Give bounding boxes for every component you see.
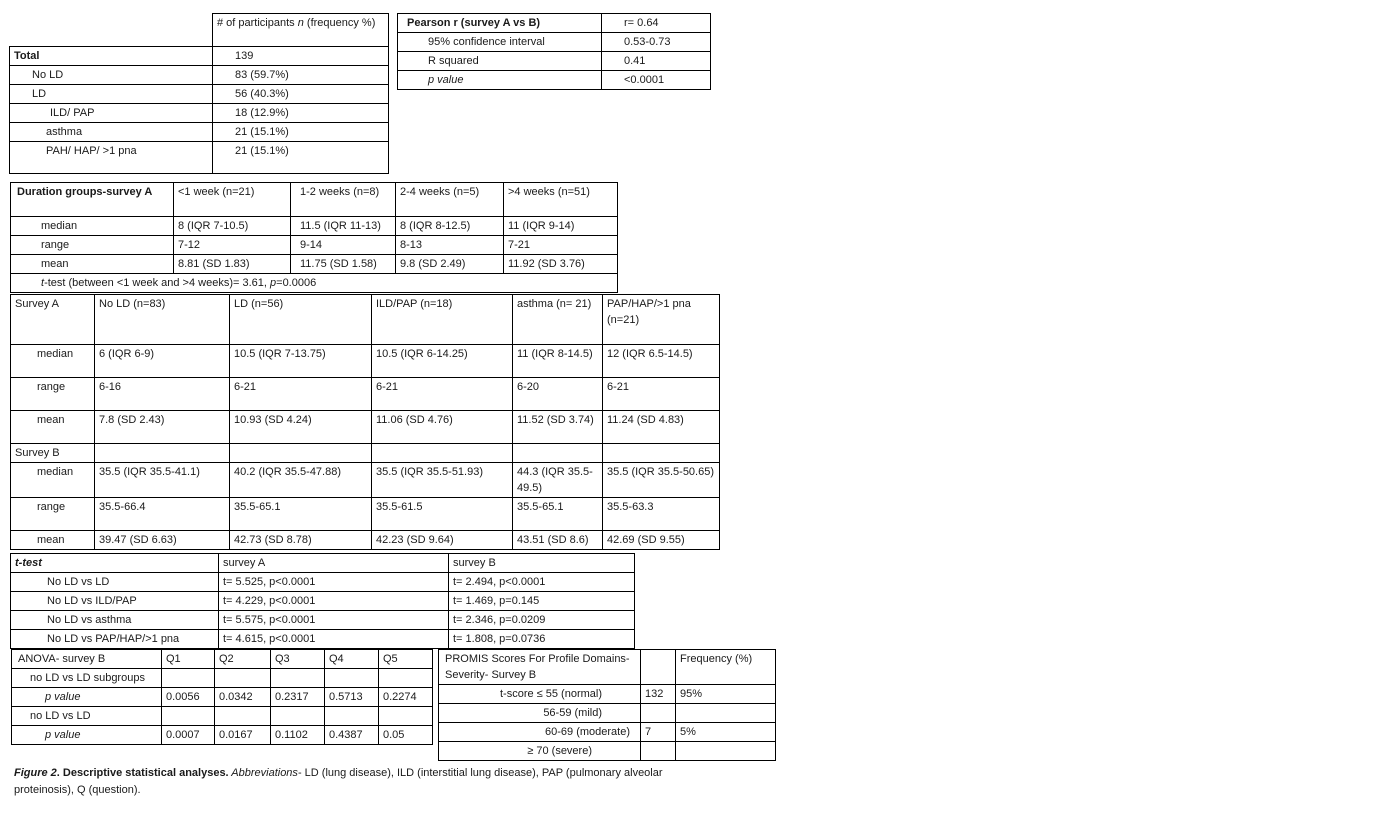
cell: 7 (641, 723, 676, 742)
anova-subgroup-label: no LD vs LD (12, 707, 162, 726)
survey-b-header: Survey B (11, 444, 95, 463)
cell: t= 5.575, p<0.0001 (219, 611, 449, 630)
duration-header: 2-4 weeks (n=5) (396, 183, 504, 217)
cell (379, 669, 433, 688)
cell: 11.5 (IQR 11-13) (291, 217, 396, 236)
severity-label: t-score ≤ 55 (normal) (439, 685, 641, 704)
cell (325, 669, 379, 688)
q-header: Q5 (379, 650, 433, 669)
comparison-label: No LD vs LD (11, 573, 219, 592)
cell (162, 669, 215, 688)
cell: 6-16 (95, 378, 230, 411)
stat-label: range (11, 378, 95, 411)
pearson-table (397, 13, 711, 90)
cell: 35.5 (IQR 35.5-50.65) (603, 463, 720, 498)
figure-caption (14, 765, 694, 799)
cell: 6 (IQR 6-9) (95, 345, 230, 378)
anova-subgroup-label: no LD vs LD subgroups (12, 669, 162, 688)
cell (215, 707, 271, 726)
cell: 8.81 (SD 1.83) (174, 255, 291, 274)
cell: 0.0056 (162, 688, 215, 707)
cell: 42.69 (SD 9.55) (603, 531, 720, 550)
cell: t= 4.615, p<0.0001 (219, 630, 449, 649)
cell (603, 444, 720, 463)
ci-label: 95% confidence interval (398, 33, 602, 52)
cell: 6-21 (603, 378, 720, 411)
cell: 35.5-66.4 (95, 498, 230, 531)
cell: 11 (IQR 9-14) (504, 217, 618, 236)
stat-label: range (11, 236, 174, 255)
cell: 43.51 (SD 8.6) (513, 531, 603, 550)
row-value: 21 (15.1%) (213, 142, 389, 174)
row-value: 139 (213, 47, 389, 66)
cell: 7-21 (504, 236, 618, 255)
row-label: PAH/ HAP/ >1 pna (10, 142, 213, 174)
cell: 0.1102 (271, 726, 325, 745)
cell (513, 444, 603, 463)
cell: t= 2.346, p=0.0209 (449, 611, 635, 630)
cell (95, 444, 230, 463)
ci-value: 0.53-0.73 (602, 33, 711, 52)
stat-label: mean (11, 531, 95, 550)
row-value: 18 (12.9%) (213, 104, 389, 123)
cell: 0.05 (379, 726, 433, 745)
p-value-label: p value (12, 688, 162, 707)
col-header: No LD (n=83) (95, 295, 230, 345)
cell: 8-13 (396, 236, 504, 255)
cell (162, 707, 215, 726)
cell: 35.5-61.5 (372, 498, 513, 531)
cell: 6-21 (372, 378, 513, 411)
cell: 35.5 (IQR 35.5-51.93) (372, 463, 513, 498)
cell: 11.52 (SD 3.74) (513, 411, 603, 444)
cell: 7-12 (174, 236, 291, 255)
cell: 44.3 (IQR 35.5-49.5) (513, 463, 603, 498)
comparison-label: No LD vs asthma (11, 611, 219, 630)
cell: 0.2274 (379, 688, 433, 707)
r-squared-value: 0.41 (602, 52, 711, 71)
row-label: Total (10, 47, 213, 66)
pearson-value: r= 0.64 (602, 14, 711, 33)
cell: 6-21 (230, 378, 372, 411)
cell: 0.2317 (271, 688, 325, 707)
subgroup-table (10, 294, 720, 550)
cell: 12 (IQR 6.5-14.5) (603, 345, 720, 378)
cell: 42.23 (SD 9.64) (372, 531, 513, 550)
figure-title: . Descriptive statistical analyses. (56, 767, 229, 779)
cell (676, 742, 776, 761)
duration-table (10, 182, 618, 293)
cell: 11.24 (SD 4.83) (603, 411, 720, 444)
cell: t= 1.808, p=0.0736 (449, 630, 635, 649)
r-squared-label: R squared (398, 52, 602, 71)
q-header: Q2 (215, 650, 271, 669)
stat-label: median (11, 463, 95, 498)
pearson-label: Pearson r (survey A vs B) (398, 14, 602, 33)
cell: 35.5 (IQR 35.5-41.1) (95, 463, 230, 498)
cell: 6-20 (513, 378, 603, 411)
cell: 40.2 (IQR 35.5-47.88) (230, 463, 372, 498)
row-label: No LD (10, 66, 213, 85)
stat-label: median (11, 217, 174, 236)
duration-header: 1-2 weeks (n=8) (291, 183, 396, 217)
survey-a-header: Survey A (11, 295, 95, 345)
cell: 0.0167 (215, 726, 271, 745)
duration-header: <1 week (n=21) (174, 183, 291, 217)
abbreviations-text: - LD (lung disease), ILD (interstitial lung disease), PAP (pulmonary alveolar proteinosis), Q (question). (14, 767, 663, 796)
cell: 10.5 (IQR 7-13.75) (230, 345, 372, 378)
duration-header: >4 weeks (n=51) (504, 183, 618, 217)
promis-header: PROMIS Scores For Profile Domains- Severity- Survey B (439, 650, 641, 685)
cell: 0.4387 (325, 726, 379, 745)
cell: 95% (676, 685, 776, 704)
cell (641, 742, 676, 761)
row-value: 56 (40.3%) (213, 85, 389, 104)
comparison-label: No LD vs PAP/HAP/>1 pna (11, 630, 219, 649)
cell (230, 444, 372, 463)
promis-header-empty (641, 650, 676, 685)
stat-label: median (11, 345, 95, 378)
duration-header: Duration groups-survey A (11, 183, 174, 217)
duration-ttest-footer: t-test (between <1 week and >4 weeks)= 3.61, p=0.0006 (11, 274, 618, 293)
cell: 11.92 (SD 3.76) (504, 255, 618, 274)
cell: 35.5-63.3 (603, 498, 720, 531)
cell: 8 (IQR 7-10.5) (174, 217, 291, 236)
cell (271, 669, 325, 688)
cell: 10.5 (IQR 6-14.25) (372, 345, 513, 378)
cell: 9.8 (SD 2.49) (396, 255, 504, 274)
stat-label: mean (11, 411, 95, 444)
comparison-label: No LD vs ILD/PAP (11, 592, 219, 611)
cell: 42.73 (SD 8.78) (230, 531, 372, 550)
cell (372, 444, 513, 463)
cell (215, 669, 271, 688)
p-value-label: p value (398, 71, 602, 90)
participants-table (9, 13, 389, 174)
cell: t= 1.469, p=0.145 (449, 592, 635, 611)
abbreviations-label: Abbreviations (228, 767, 298, 779)
q-header: Q4 (325, 650, 379, 669)
cell: 35.5-65.1 (513, 498, 603, 531)
cell: t= 2.494, p<0.0001 (449, 573, 635, 592)
cell (271, 707, 325, 726)
header-participants: # of participants n (frequency %) (213, 14, 389, 47)
cell: 9-14 (291, 236, 396, 255)
q-header: Q3 (271, 650, 325, 669)
col-header: LD (n=56) (230, 295, 372, 345)
cell: 0.0342 (215, 688, 271, 707)
anova-table (11, 649, 433, 745)
p-value-value: <0.0001 (602, 71, 711, 90)
promis-table (438, 649, 776, 761)
col-header: asthma (n= 21) (513, 295, 603, 345)
cell: 11.75 (SD 1.58) (291, 255, 396, 274)
cell: 11.06 (SD 4.76) (372, 411, 513, 444)
cell: 8 (IQR 8-12.5) (396, 217, 504, 236)
cell: 5% (676, 723, 776, 742)
cell: 39.47 (SD 6.63) (95, 531, 230, 550)
stat-label: range (11, 498, 95, 531)
cell: t= 5.525, p<0.0001 (219, 573, 449, 592)
cell (676, 704, 776, 723)
cell: t= 4.229, p<0.0001 (219, 592, 449, 611)
cell: 0.0007 (162, 726, 215, 745)
ttest-table (10, 553, 635, 649)
cell (641, 704, 676, 723)
frequency-header: Frequency (%) (676, 650, 776, 685)
stat-label: mean (11, 255, 174, 274)
row-label: LD (10, 85, 213, 104)
row-value: 83 (59.7%) (213, 66, 389, 85)
severity-label: 60-69 (moderate) (439, 723, 641, 742)
col-header: PAP/HAP/>1 pna (n=21) (603, 295, 720, 345)
cell: 0.5713 (325, 688, 379, 707)
row-label: asthma (10, 123, 213, 142)
p-value-label: p value (12, 726, 162, 745)
cell: 10.93 (SD 4.24) (230, 411, 372, 444)
header-empty (10, 14, 213, 47)
severity-label: 56-59 (mild) (439, 704, 641, 723)
anova-header: ANOVA- survey B (12, 650, 162, 669)
row-label: ILD/ PAP (10, 104, 213, 123)
row-value: 21 (15.1%) (213, 123, 389, 142)
cell: 7.8 (SD 2.43) (95, 411, 230, 444)
cell (325, 707, 379, 726)
cell: 35.5-65.1 (230, 498, 372, 531)
severity-label: ≥ 70 (severe) (439, 742, 641, 761)
figure-label: Figure 2 (14, 767, 57, 779)
cell (379, 707, 433, 726)
col-header: ILD/PAP (n=18) (372, 295, 513, 345)
ttest-header: survey B (449, 554, 635, 573)
ttest-header: survey A (219, 554, 449, 573)
cell: 11 (IQR 8-14.5) (513, 345, 603, 378)
q-header: Q1 (162, 650, 215, 669)
cell: 132 (641, 685, 676, 704)
ttest-header: t-test (11, 554, 219, 573)
